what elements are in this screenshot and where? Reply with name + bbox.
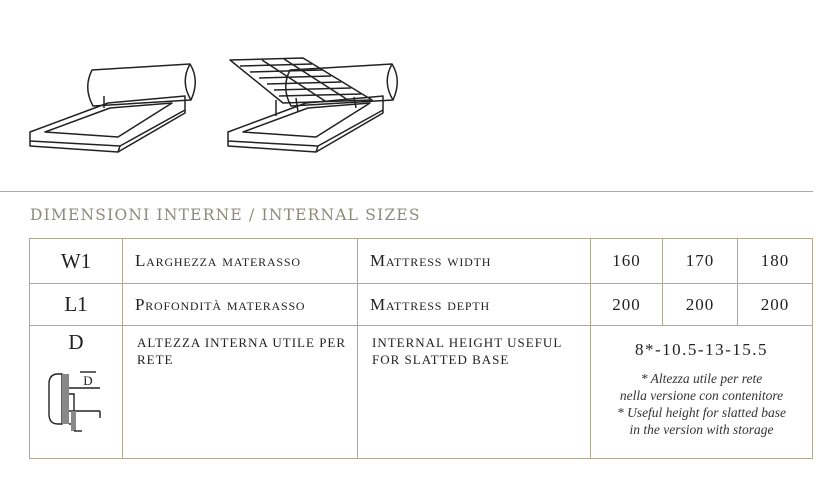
label-it-depth: Profondità materasso xyxy=(123,284,358,326)
diagram-label-d: D xyxy=(83,373,93,388)
table-row-depth xyxy=(30,284,813,326)
row-code-w1: W1 xyxy=(30,239,123,284)
footnote xyxy=(591,370,812,438)
label-it-height: ALTEZZA INTERNA UTILE PER RETE xyxy=(123,326,358,459)
row-code-l1: L1 xyxy=(30,284,123,326)
row-code-d: D xyxy=(68,330,84,354)
row-code-d-cell xyxy=(30,326,123,459)
value-width-3: 180 xyxy=(738,239,813,284)
table-row-height xyxy=(30,326,813,459)
section-divider xyxy=(0,191,813,192)
label-it-width: Larghezza materasso xyxy=(123,239,358,284)
table-row-width xyxy=(30,239,813,284)
note-it-line-2: nella versione con contenitore xyxy=(619,388,784,403)
note-en-line-2: in the version with storage xyxy=(629,422,774,437)
value-depth-3: 200 xyxy=(738,284,813,326)
section-title: DIMENSIONI INTERNE / INTERNAL SIZES xyxy=(30,206,421,224)
label-en-depth: Mattress depth xyxy=(358,284,591,326)
label-en-width: Mattress width xyxy=(358,239,591,284)
height-value-cell xyxy=(591,326,813,459)
value-width-2: 170 xyxy=(663,239,738,284)
headboard-section-icon xyxy=(44,366,114,441)
bed-illustrations xyxy=(0,0,833,190)
note-en-line-1: * Useful height for slatted base xyxy=(616,405,787,420)
internal-sizes-table xyxy=(29,238,813,459)
storage-bed-open-illustration xyxy=(228,58,397,152)
value-depth-2: 200 xyxy=(663,284,738,326)
note-it-line-1: * Altezza utile per rete xyxy=(640,371,763,386)
label-en-height: INTERNAL HEIGHT USEFUL FOR SLATTED BASE xyxy=(358,326,591,459)
bed-illustration xyxy=(30,64,195,152)
height-values: 8*-10.5-13-15.5 xyxy=(635,340,768,359)
value-depth-1: 200 xyxy=(591,284,663,326)
value-width-1: 160 xyxy=(591,239,663,284)
